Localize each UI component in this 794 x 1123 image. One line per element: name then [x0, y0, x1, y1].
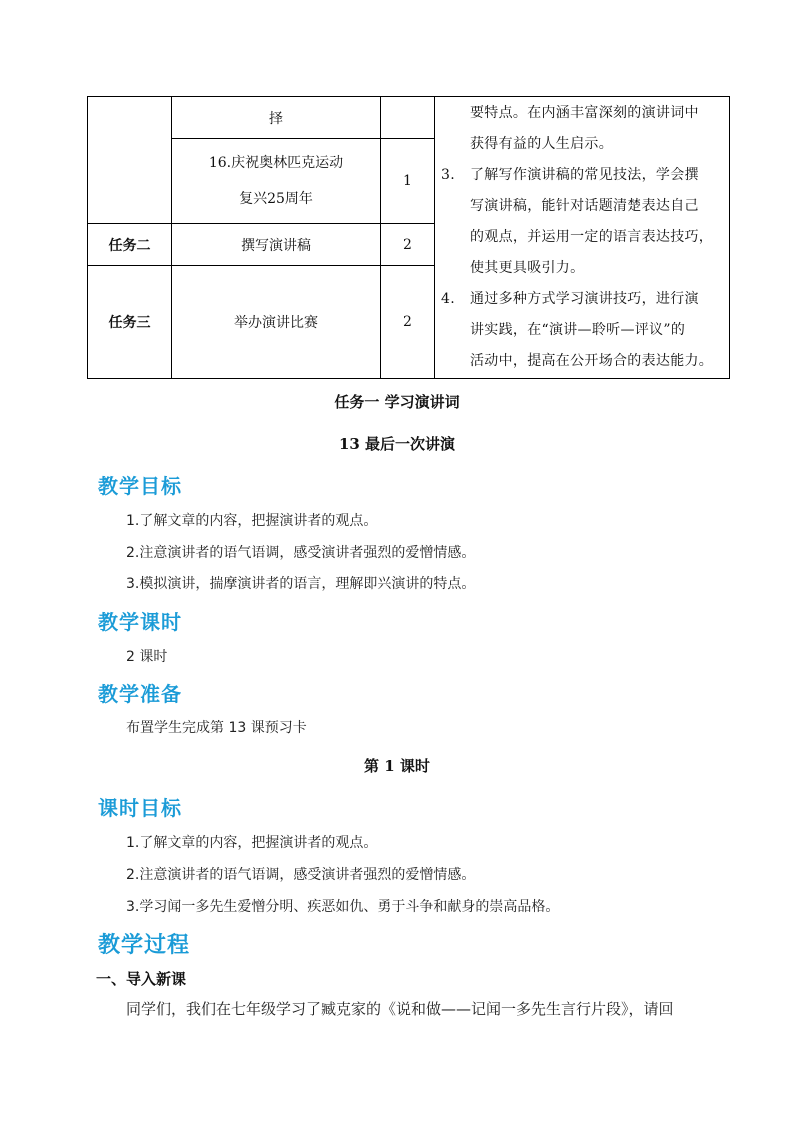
task-cell [88, 97, 172, 224]
period-goals-heading: 课时目标 [98, 796, 182, 820]
objective-item-3 [441, 160, 725, 191]
goal-item: 3.模拟演讲，揣摩演讲者的语言，理解即兴演讲的特点。 [126, 576, 476, 592]
lesson-line: 复兴25周年 [239, 191, 313, 207]
lesson-title: 13 最后一次讲演 [338, 435, 456, 453]
objective-line: 的观点，并运用一定的语言表达技巧， [470, 229, 714, 245]
task-cell: 任务三 [88, 266, 172, 379]
objective-line: 使其更具吸引力。 [470, 260, 585, 276]
objective-line: 了解写作演讲稿的常见技法，学会撰 [470, 167, 699, 183]
lesson-cell: 撰写演讲稿 [172, 224, 381, 266]
table-row [88, 97, 730, 139]
objective-number: 3. [441, 167, 455, 183]
lesson-cell [172, 139, 381, 224]
period-goal-item: 1.了解文章的内容，把握演讲者的观点。 [126, 835, 378, 851]
lesson-cell: 择 [172, 97, 381, 139]
task-title: 任务一 学习演讲词 [334, 393, 460, 411]
hours-cell: 2 [381, 266, 435, 379]
period-title: 第 1 课时 [364, 757, 430, 775]
teaching-process-heading: 教学过程 [98, 933, 191, 958]
objectives-cell [435, 97, 730, 379]
objective-line: 活动中，提高在公开场合的表达能力。 [470, 353, 714, 369]
unit-plan-table [87, 96, 730, 379]
objectives-list [435, 98, 729, 377]
period-goal-item: 2.注意演讲者的语气语调，感受演讲者强烈的爱憎情感。 [126, 867, 476, 883]
hours-cell [381, 97, 435, 139]
teaching-prep-heading: 教学准备 [98, 682, 182, 706]
intro-text: 同学们，我们在七年级学习了臧克家的《说和做——记闻一多先生言行片段》，请回 [126, 1000, 674, 1018]
objective-line: 讲实践，在“演讲—聆听—评议”的 [470, 322, 686, 338]
hours-text: 2 课时 [126, 649, 168, 665]
task-cell: 任务二 [88, 224, 172, 266]
prep-text: 布置学生完成第 13 课预习卡 [126, 720, 307, 736]
period-goal-item: 3.学习闻一多先生爱憎分明、疾恶如仇、勇于斗争和献身的崇高品格。 [126, 899, 560, 915]
objective-line: 写演讲稿，能针对话题清楚表达自己 [470, 198, 699, 214]
teaching-hours-heading: 教学课时 [98, 610, 182, 634]
objective-line: 获得有益的人生启示。 [470, 136, 613, 152]
lesson-line: 16.庆祝奥林匹克运动 [208, 155, 344, 171]
objective-number: 4. [441, 291, 455, 307]
objective-line: 通过多种方式学习演讲技巧，进行演 [470, 291, 699, 307]
goal-item: 1.了解文章的内容，把握演讲者的观点。 [126, 513, 378, 529]
teaching-goals-heading: 教学目标 [98, 474, 182, 498]
hours-cell: 2 [381, 224, 435, 266]
hours-cell: 1 [381, 139, 435, 224]
goal-item: 2.注意演讲者的语气语调，感受演讲者强烈的爱憎情感。 [126, 545, 476, 561]
lesson-cell: 举办演讲比赛 [172, 266, 381, 379]
objective-line: 要特点。在内涵丰富深刻的演讲词中 [470, 105, 699, 121]
objective-item-4 [441, 284, 725, 315]
intro-heading: 一、导入新课 [96, 970, 187, 988]
